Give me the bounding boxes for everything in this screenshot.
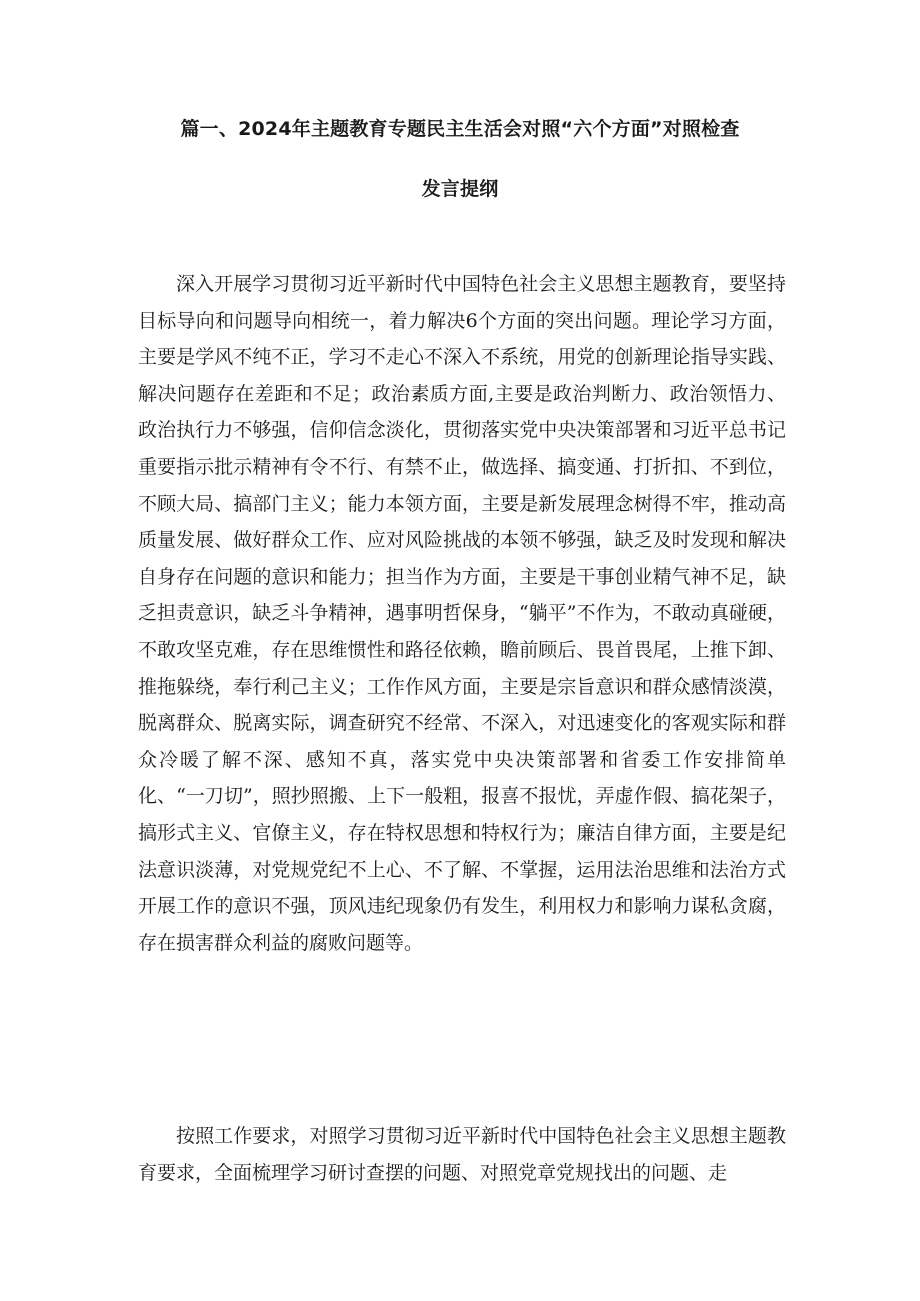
body-paragraph-2: 按照工作要求，对照学习贯彻习近平新时代中国特色社会主义思想主题教育要求，全面梳理学习研讨查摆的问题、对照党章党规找出的问题、走 — [138, 1125, 786, 1184]
document-title-line2: 发言提纲 — [421, 178, 499, 200]
body-paragraph-1: 深入开展学习贯彻习近平新时代中国特色社会主义思想主题教育，要坚持目标导向和问题导向相统一，着力解决6个方面的突出问题。理论学习方面，主要是学风不纯不正，学习不走心不深入不系统，用党的创新理论指导实践、解决问题存在差距和不足；政治素质方面,主要是政治判断力、政治领悟力、政治执行力不够强，信仰信念淡化，贯彻落实党中央决策部署和习近平总书记重要指示批示精神有令不行、有禁不止，做选择、搞变通、打折扣、不到位，不顾大局、搞部门主义；能力本领方面，主要是新发展理念树得不牢，推动高质量发展、做好群众工作、应对风险挑战的本领不够强，缺乏及时发现和解决自身存在问题的意识和能力；担当作为方面，主要是干事创业精气神不足，缺乏担责意识，缺乏斗争精神，遇事明哲保身，“躺平”不作为，不敢动真碰硬，不敢攻坚克难，存在思维惯性和路径依赖，瞻前顾后、畏首畏尾，上推下卸、推拖躲绕，奉行利己主义；工作作风方面，主要是宗旨意识和群众感情淡漠，脱离群众、脱离实际，调查研究不经常、不深入，对迅速变化的客观实际和群众冷暖了解不深、感知不真，落实党中央决策部署和省委工作安排简单化、“一刀切”，照抄照搬、上下一般粗，报喜不报忧，弄虚作假、搞花架子，搞形式主义、官僚主义，存在特权思想和特权行为；廉洁自律方面，主要是纪法意识淡薄，对党规党纪不上心、不了解、不掌握，运用法治思维和法治方式开展工作的意识不强，顶风违纪现象仍有发生，利用权力和影响力谋私贪腐，存在损害群众利益的腐败问题等。 — [138, 273, 786, 954]
document-title-line1: 篇一、2024年主题教育专题民主生活会对照“六个方面”对照检查 — [180, 118, 740, 140]
